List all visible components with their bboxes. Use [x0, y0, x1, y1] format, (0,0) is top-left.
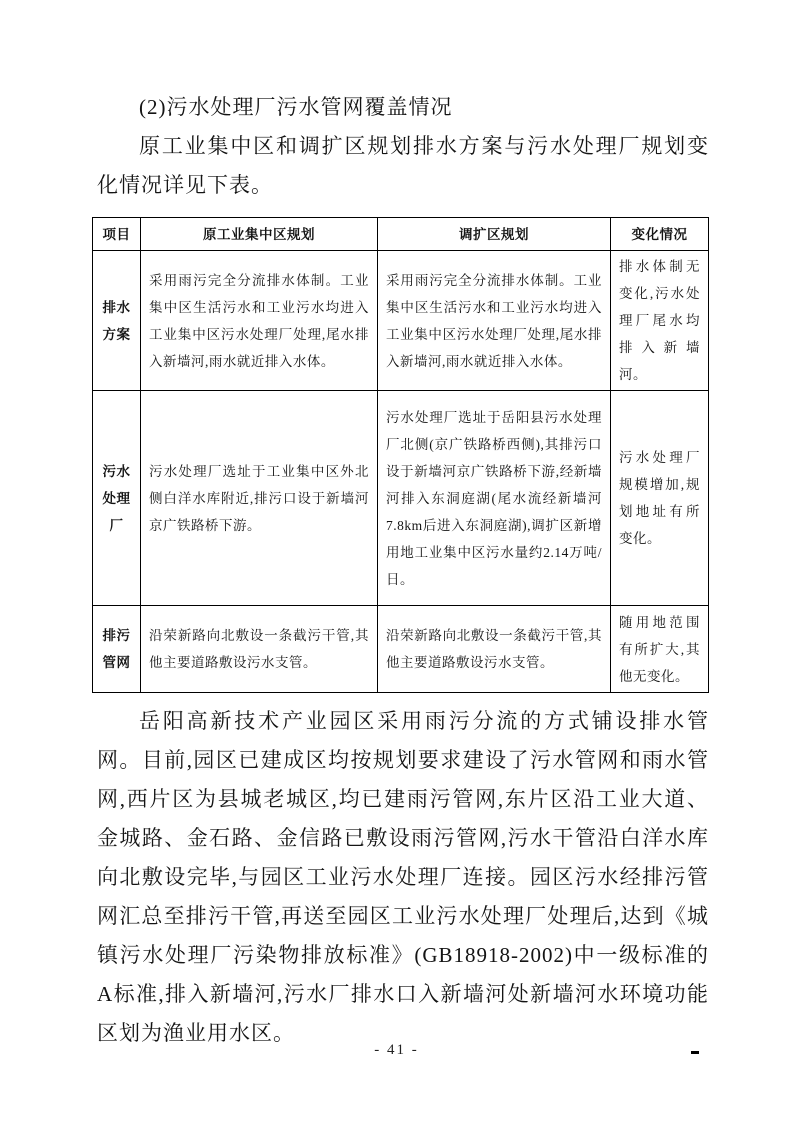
header-adjusted-plan: 调扩区规划: [378, 218, 611, 251]
intro-paragraph: 原工业集中区和调扩区规划排水方案与污水处理厂规划变化情况详见下表。: [97, 134, 709, 197]
table-row: [93, 606, 709, 693]
row-label-sewage-network: 排污管网: [93, 606, 141, 693]
header-original-plan: 原工业集中区规划: [141, 218, 378, 251]
cell-drainage-change: 排水体制无变化,污水处理厂尾水均排入新墙河。: [611, 251, 709, 391]
cell-plant-adjusted: 污水处理厂选址于岳阳县污水处理厂北侧(京广铁路桥西侧),其排污口设于新墙河京广铁路桥下游,经新墙河排入东洞庭湖(尾水流经新墙河7.8km后进入东洞庭湖),调扩区新增用地工业集中区污水量约2.14万吨/日。: [378, 391, 611, 606]
row-label-wastewater-plant: 污水处理厂: [93, 391, 141, 606]
cell-plant-original: 污水处理厂选址于工业集中区外北侧白洋水库附近,排污口设于新墙河京广铁路桥下游。: [141, 391, 378, 606]
table-row: [93, 391, 709, 606]
corner-dash-mark: [691, 1051, 699, 1054]
header-change: 变化情况: [611, 218, 709, 251]
table-header-row: [93, 218, 709, 251]
section-heading: (2)污水处理厂污水管网覆盖情况: [139, 95, 453, 119]
plan-comparison-table: [92, 217, 709, 693]
cell-network-change: 随用地范围有所扩大,其他无变化。: [611, 606, 709, 693]
cell-plant-change: 污水处理厂规模增加,规划地址有所变化。: [611, 391, 709, 606]
body-paragraph: 岳阳高新技术产业园区采用雨污分流的方式铺设排水管网。目前,园区已建成区均按规划要求建设了污水管网和雨水管网,西片区为县城老城区,均已建雨污管网,东片区沿工业大道、金城路、金石路、金信路已敷设雨污管网,污水干管沿白洋水库向北敷设完毕,与园区工业污水处理厂连接。园区污水经排污管网汇总至排污干管,再送至园区工业污水处理厂处理后,达到《城镇污水处理厂污染物排放标准》(GB18918-2002)中一级标准的A标准,排入新墙河,污水厂排水口入新墙河处新墙河水环境功能区划为渔业用水区。: [97, 709, 709, 1045]
page-number: - 41 -: [374, 1042, 419, 1058]
cell-drainage-original: 采用雨污完全分流排水体制。工业集中区生活污水和工业污水均进入工业集中区污水处理厂处理,尾水排入新墙河,雨水就近排入水体。: [141, 251, 378, 391]
cell-network-original: 沿荣新路向北敷设一条截污干管,其他主要道路敷设污水支管。: [141, 606, 378, 693]
header-item: 项目: [93, 218, 141, 251]
cell-drainage-adjusted: 采用雨污完全分流排水体制。工业集中区生活污水和工业污水均进入工业集中区污水处理厂处理,尾水排入新墙河,雨水就近排入水体。: [378, 251, 611, 391]
table-row: [93, 251, 709, 391]
row-label-drainage-scheme: 排水方案: [93, 251, 141, 391]
cell-network-adjusted: 沿荣新路向北敷设一条截污干管,其他主要道路敷设污水支管。: [378, 606, 611, 693]
